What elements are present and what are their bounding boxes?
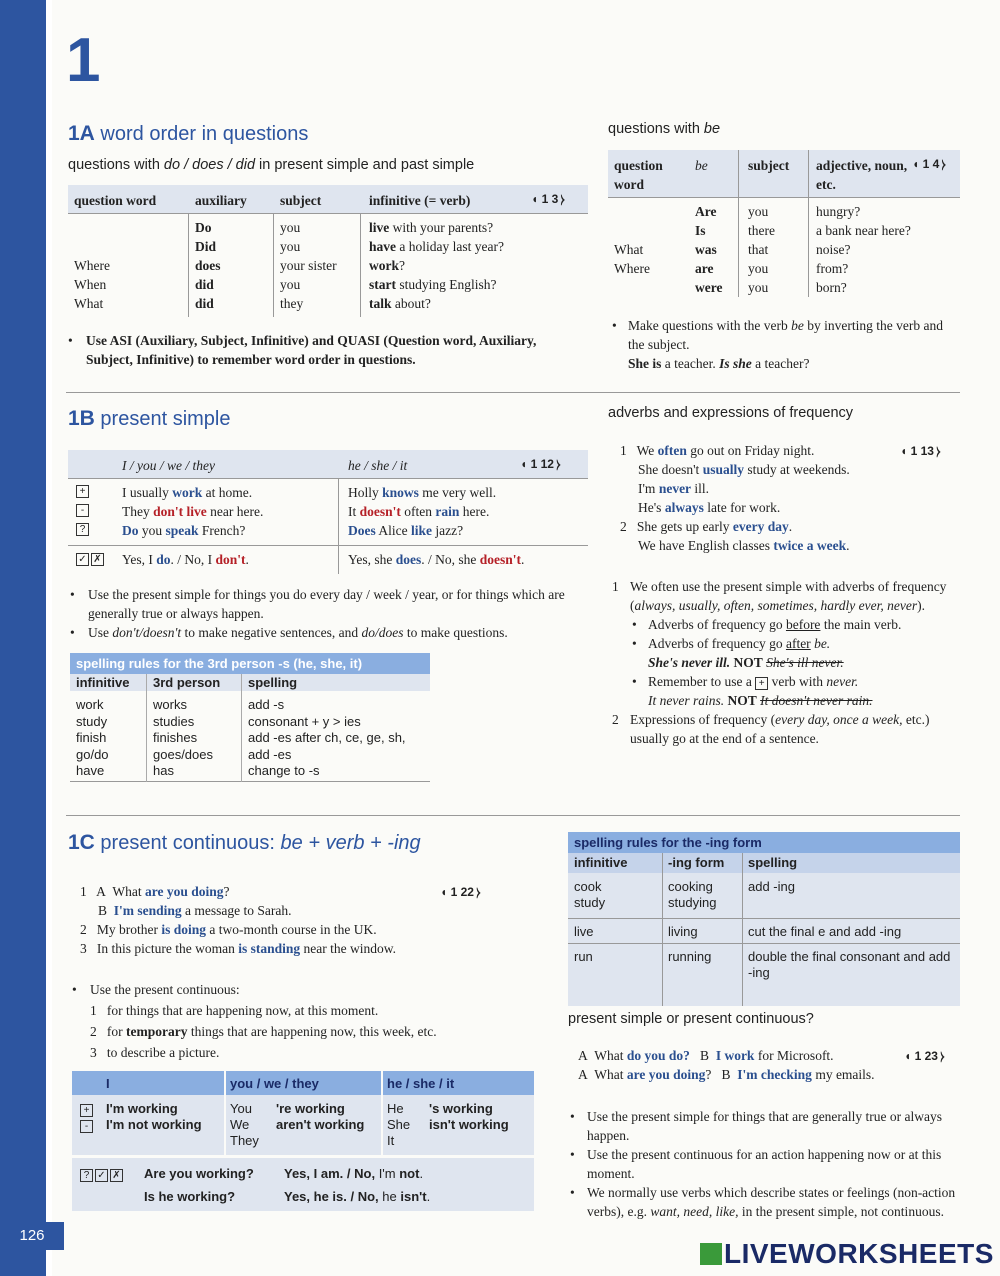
positive-icon: + [76,485,89,498]
logo-icon [700,1243,722,1265]
question-word-cell: When [74,277,107,292]
question-icon: ? [80,1169,93,1182]
spelling-3rd-person [70,653,430,782]
note-be: • Make questions with the verb be by inverting the verb and the subject. She is a teacher. Is she a teacher? [612,318,943,371]
spelling-table-title: spelling rules for the 3rd person -s (he, she, it) [70,653,430,674]
be-cell: were [695,280,723,295]
audio-icon[interactable]: ◖ 1 12 ⧽ [520,457,561,471]
question-word-cell: What [614,242,644,257]
audio-icon[interactable]: ◖ 1 13 ⧽ [900,444,941,458]
adverbs-title: adverbs and expressions of frequency [608,405,854,421]
section-number: 1A [68,122,95,145]
be-cell: Are [695,204,717,219]
divider [66,815,960,816]
positive-icon: + [755,677,768,690]
adjective-cell: noise? [816,242,851,257]
be-cell: was [695,242,717,257]
adjective-cell: a bank near here? [816,223,911,238]
subject-cell: you [748,204,769,219]
table-1a-header [68,185,588,214]
audio-icon[interactable]: ◖ 1 22 ⧽ [440,885,481,899]
present-continuous-uses: • Use the present continuous: 1 for things that are happening now, at this moment. 2 for temporary things that are happening now, this week, etc. 3 to describe a picture. [72,982,437,1060]
col-infinitive: infinitive (= verb) [369,193,471,208]
cross-icon: ✗ [110,1169,123,1182]
psc-examples: ◖ 1 23 ⧽ A What do you do? B I work for Microsoft. A What are you doing? B I'm checking my emails. [578,1048,945,1082]
spelling-table: infinitive 3rd person spelling work study finish go/do have works studies finishes goes/does has add -s consonant + y > ies add -es after ch, ce, ge, sh, add -es change to -s [70,674,430,782]
present-continuous-examples: ◖ 1 22 ⧽ 1 A What are you doing? B I'm sending a message to Sarah. 2 My brother is doing a two-month course in the UK. 3 In this picture the woman is standing near the window. [80,884,481,956]
col-he-she-it: he / she / it [348,458,408,473]
spelling-ing-table: spelling rules for the -ing form infinitive -ing form spelling cook study cooking studying add -ing live living cut the final e and add -ing run running double the final consonant and add -ing [568,832,960,1006]
table-qbe [608,150,960,298]
subject-cell: you [748,280,769,295]
psc-title: present simple or present continuous? [568,1011,814,1027]
section-1a-title [68,122,308,146]
adjective-cell: from? [816,261,849,276]
subject-cell: you [280,277,301,292]
table-qbe-body [608,198,960,298]
table-qbe-header: question word be subject adjective, noun, etc. ◖ 1 4 ⧽ [608,150,960,198]
auxiliary-cell: did [195,296,214,311]
infinitive-cell: work? [369,258,405,273]
infinitive-cell: start studying English? [369,277,497,292]
col-subject: subject [280,193,322,208]
section-title-text: word order in questions [100,123,309,145]
negative-icon: - [76,504,89,517]
question-icon: ? [76,523,89,536]
adverbs-examples: ◖ 1 13 ⧽ 1 We often go out on Friday night. She doesn't usually study at weekends. I'm never ill. He's always late for work. 2 She gets up early every day. We have English classes twice a week. [620,443,941,553]
subject-cell: you [280,239,301,254]
tick-icon: ✓ [95,1169,108,1182]
psc-notes: • Use the present simple for things that are generally true or always happen. • Use the present continuous for an action happening now or at this moment. • We normally use verbs which describe states or feelings (non-action verbs), e.g. want, need, like, in the present simple, not continuous. [570,1109,956,1219]
qbe-title: questions with be [608,121,721,137]
section-1a-subtitle: questions with do / does / did in present simple and past simple [68,157,475,173]
infinitive-cell: talk about? [369,296,431,311]
section-1b-title: 1B present simple [68,407,231,430]
table-1a [68,185,588,314]
subject-cell: there [748,223,775,238]
be-cell: Is [695,223,706,238]
table-1a-body [68,214,588,314]
col-question-word: question word [74,193,157,208]
subject-cell: you [748,261,769,276]
subject-cell: you [280,220,301,235]
adjective-cell: hungry? [816,204,861,219]
subject-cell: they [280,296,304,311]
question-word-cell: Where [614,261,650,276]
cross-icon: ✗ [91,553,104,566]
adjective-cell: born? [816,280,847,295]
be-cell: are [695,261,714,276]
watermark-logo: LIVEWORKSHEETS [700,1238,994,1270]
auxiliary-cell: does [195,258,221,273]
auxiliary-cell: Did [195,239,217,254]
audio-icon[interactable]: ◖ 1 4 ⧽ [912,157,946,171]
page-number: 126 [0,1222,64,1250]
subject-cell: that [748,242,769,257]
divider [66,392,960,393]
audio-icon[interactable]: ◖ 1 23 ⧽ [904,1049,945,1063]
col-auxiliary: auxiliary [195,193,247,208]
col-i-you-we-they: I / you / we / they [122,458,215,473]
note-present-simple: • Use the present simple for things you do every day / week / year, or for things which are generally true or always happen. • Use don't/doesn't to make negative sentences, and do/does to make questions. [70,587,565,640]
side-accent-bar [0,0,46,1276]
subject-cell: your sister [280,258,337,273]
adverbs-notes: 1 We often use the present simple with adverbs of frequency (always, usually, often, sometimes, hardly ever, never). • Adverbs of frequency go before the main verb. • Adverbs of frequency go after be. She's never ill. NOT She's ill never. • Remember to use a + verb with never. It never rains. NOT It doesn't never rain. 2 Expressions of frequency (every day, once a week, etc.) usually go at the end of a sentence. [612,579,947,746]
auxiliary-cell: Do [195,220,212,235]
chapter-number: 1 [66,26,101,95]
tick-icon: ✓ [76,553,89,566]
infinitive-cell: have a holiday last year? [369,239,504,254]
note-asi-quasi: • Use ASI (Auxiliary, Subject, Infinitive) and QUASI (Question word, Auxiliary, Subject, Infinitive) to remember word order in questions. [68,333,537,367]
audio-icon[interactable]: ◖ 1 3 ⧽ [531,192,565,206]
question-word-cell: Where [74,258,110,273]
side-accent-gap [46,0,52,1276]
question-word-cell: What [74,296,104,311]
infinitive-cell: live with your parents? [369,220,494,235]
positive-icon: + [80,1104,93,1117]
auxiliary-cell: did [195,277,214,292]
table-1b: I / you / we / they he / she / it ◖ 1 12 ⧽ + - ? ✓ ✗ I usually work at home. They don't live near here. Do you speak French? Yes, I do. / No, I don't. Holly knows me very well. It doesn't often rain here. Does Alice like jazz? Yes, she does. / No, she doesn't. [68,450,588,574]
present-continuous-table: I you / we / they he / she / it + - I'm working I'm not working You We They 're working aren't working He She It 's working isn't working ? ✓ ✗ Are you working? Is he working? Yes, I am. / No, I'm not. Yes, he is. / No, he isn't. [72,1071,534,1211]
negative-icon: - [80,1120,93,1133]
section-1c-title: 1C present continuous: be + verb + -ing [68,831,421,854]
